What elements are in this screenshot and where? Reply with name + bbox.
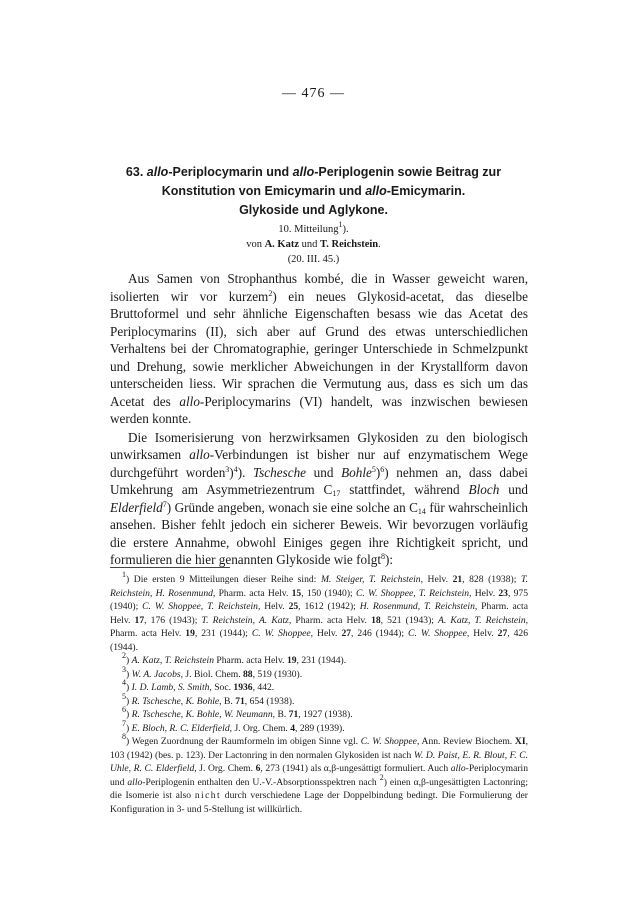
fn6-c: B. [275, 709, 289, 720]
fn3-e: , 519 (1930). [252, 668, 303, 680]
fn3-c: J. Biol. Chem. [183, 668, 243, 680]
fn6-number: 6 [122, 705, 126, 714]
fn8-ref-2: 2 [379, 772, 384, 782]
fn8-c: Ann. Review Biochem. [419, 736, 515, 747]
mitteilung-line [0, 222, 627, 237]
fn8-i: , 273 (1941) als α,β-ungesättigt formuliert. Auch [260, 763, 451, 774]
page-number: — 476 — [282, 86, 345, 101]
fn2-b: A. Katz, T. Reichstein [131, 655, 215, 666]
p2-ref-7: 7 [162, 499, 167, 509]
p2-bohle: Bohle [341, 464, 372, 480]
fn7-b: E. Bloch, R. C. Elderfield, [131, 722, 233, 734]
fn7-number: 7 [122, 718, 126, 728]
fn1-g: Pharm. acta Helv. [215, 587, 292, 599]
fn1-ac: , 231 (1944); [194, 628, 252, 639]
fn1-w: Pharm. acta Helv. [291, 614, 372, 626]
article-body [110, 270, 528, 570]
fn8-k: -Periplocymarin und [110, 763, 528, 788]
p2-ref-5: 5 [371, 464, 376, 474]
fn4-a: ) [126, 682, 132, 693]
authors-von: von [246, 239, 265, 250]
title-allo-3: allo [365, 184, 387, 198]
paragraph-1 [110, 270, 528, 428]
fn3-b: W. A. Jacobs, [131, 668, 184, 680]
fn3-a: ) [126, 668, 132, 680]
p2-ref-4: 4 [233, 464, 238, 474]
fn1-ad: C. W. Shoppee, [251, 628, 314, 639]
fn5-e: , 654 (1938). [244, 695, 295, 707]
fn6-b: R. Tschesche, K. Bohle, W. Neumann, [131, 709, 276, 720]
fn7-d: 4 [290, 722, 296, 734]
fn1-v: T. Reichstein, A. Katz, [201, 614, 292, 626]
fn8-n: ) einen α,β-ungesättigten Lactonring; die Isomerie ist also [110, 776, 528, 801]
title-text-1: -Periplocymarin und [168, 165, 293, 179]
fn1-aa: Pharm. acta Helv. [110, 628, 186, 639]
p2-ref-6: 6 [380, 464, 385, 474]
fn7-c: J. Org. Chem. [232, 722, 291, 734]
article-header [0, 163, 627, 267]
fn1-l: 23 [498, 587, 508, 599]
fn6-d: 71 [288, 709, 299, 720]
fn1-k: Helv. [471, 587, 499, 599]
fn1-b: M. Steiger, T. Reichstein, [320, 574, 423, 585]
p2-text-2: -Verbindungen ist bisher nur auf enzymatischem Wege durchgeführt worden [110, 447, 528, 480]
fn2-d: 19 [286, 655, 297, 666]
title-allo-1: allo [146, 165, 169, 179]
mitteilung-footnote-ref: 1 [338, 220, 343, 229]
p1-text-1: Aus Samen von Strophanthus kombé, die in Wasser geweicht waren, isolierten wir vor kurzem [110, 271, 528, 304]
fn1-e: , 828 (1938); [462, 574, 521, 585]
fn7-a: ) [126, 722, 132, 734]
fn1-ag: , 246 (1944); [351, 628, 409, 639]
fn8-number: 8 [122, 732, 126, 741]
fn1-i: , 150 (1940); [301, 587, 356, 599]
p2-c17-subscript: 17 [332, 489, 341, 498]
fn1-j: C. W. Shoppee, T. Reichstein, [355, 587, 472, 599]
p2-paren-2: ) [375, 464, 381, 480]
fn8-l: allo [127, 776, 143, 788]
title-text-2: -Periplogenin sowie Beitrag zur [314, 165, 502, 179]
p2-bloch: Bloch [468, 482, 500, 497]
fn1-ak: , 426 (1944). [110, 628, 529, 653]
fn1-u: , 176 (1943); [144, 614, 202, 626]
p2-paren-1: ) [229, 464, 234, 480]
fn1-ab: 19 [185, 628, 195, 639]
fn8-f: W. D. Paist, E. R. Blout, F. C. Uhle, R. C. Elderfield, [110, 749, 528, 774]
p2-text-1: Die Isomerisierung von herzwirksamen Glykosiden zu den biologisch unwirksamen [110, 429, 528, 462]
p1-ref-2: 2 [268, 288, 273, 298]
p2-tschesche: Tschesche [253, 464, 307, 480]
fn1-z: A. Katz, T. Reichstein, [438, 614, 529, 626]
author-reichstein: T. Reichstein [320, 239, 379, 250]
fn2-c: Pharm. acta Helv. [214, 655, 287, 666]
fn1-x: 18 [371, 614, 381, 626]
fn4-number: 4 [122, 678, 126, 687]
fn1-f: T. Reichstein, H. Rosenmund, [110, 574, 528, 599]
p2-text-8: ): [385, 552, 394, 567]
p1-allo: allo [179, 393, 200, 409]
received-date: (20. III. 45.) [287, 254, 340, 265]
fn5-b: R. Tschesche, K. Bohle, [131, 695, 222, 707]
mitteilung-tail: ). [342, 224, 349, 235]
footnote-rule [110, 567, 230, 568]
fn4-d: 1936 [233, 682, 253, 693]
fn1-h: 15 [291, 587, 302, 599]
paragraph-2 [110, 429, 528, 569]
p2-elderfield: Elderfield [110, 499, 163, 515]
p2-text-3: ). [237, 464, 254, 480]
author-katz: A. Katz [264, 239, 300, 250]
fn1-d: 21 [452, 574, 463, 585]
fn1-ah: C. W. Shoppee, [408, 628, 470, 639]
fn8-g: J. Org. Chem. [196, 763, 256, 774]
fn4-b: I. D. Lamb, S. Smith, [131, 682, 212, 693]
p1-text-2: ) ein neues Glykosid-acetat, das dieselbe Bruttoformel und sehr ähnliche Eigenschaften besass wie das Acetat des Periplocymarins (II), sich aber auf Grund des etwas unterschiedlichen Verhaltens bei der Chromatographie, geringer Unterschiede in Schmelzpunkt und Drehung, sowie merklicher Abweichungen in der Krystallform davon unterscheiden liess. Wir sprachen die Vermutung aus, dass es sich um das Acetat des [110, 288, 528, 409]
title-text-4: -Emicymarin. [386, 184, 466, 198]
footnote-1 [110, 570, 529, 654]
fn8-e: , 103 (1942) (bes. p. 123). Der Lactonring in den normalen Glykosiden ist nach [110, 736, 528, 761]
fn1-af: 27 [341, 628, 352, 639]
fn1-n: C. W. Shoppee, T. Reichstein, [142, 601, 261, 612]
fn5-number: 5 [122, 691, 126, 701]
authors-und: und [299, 239, 321, 250]
fn1-aj: 27 [497, 628, 508, 639]
fn6-e: , 1927 (1938). [298, 709, 353, 720]
fn3-d: 88 [243, 668, 253, 680]
fn5-c: B. [221, 695, 236, 707]
p2-text-7: für wahrscheinlich ansehen. Bisher fehlt jedoch ein sicherer Beweis. Wir bevorzugen vorläufig die erstere Annahme, obwohl Einiges gegen ihre Richtigkeit spricht, und formulieren die hier genannten Glykoside wie folgt [110, 499, 528, 567]
footnote-7 [110, 718, 528, 736]
fn8-j: allo [450, 763, 466, 774]
fn1-r: H. Rosenmund, T. Reichstein, [359, 601, 478, 612]
title-text-3: Konstitution von Emicymarin und [161, 184, 366, 198]
fn1-c: Helv. [422, 574, 453, 585]
mitteilung-text: 10. Mitteilung [278, 224, 339, 235]
fn2-a: ) [126, 655, 132, 666]
footnote-5 [110, 691, 528, 709]
fn1-number: 1 [122, 570, 126, 579]
fn8-p: durch verschiedene Lage der Doppelbindung bedingt. Die Formulierung der Konfiguration in 3- und 5-Stellung ist willkürlich. [110, 790, 528, 815]
title-number: 63. [125, 165, 147, 179]
fn6-a: ) [126, 709, 132, 720]
fn1-o: Helv. [260, 601, 289, 612]
fn1-m: , 975 (1940); [110, 587, 528, 612]
fn1-q: , 1612 (1942); [298, 601, 360, 612]
fn8-nicht-spaced: nicht [194, 790, 222, 801]
title-allo-2: allo [292, 165, 315, 179]
p2-text-4: ) nehmen an, dass dabei Umkehrung am Asymmetriezentrum C [110, 464, 528, 497]
footnote-8 [110, 732, 528, 816]
fn8-d: XI [514, 736, 526, 747]
fn1-ai: Helv. [469, 628, 498, 639]
fn8-b: C. W. Shoppee, [360, 736, 420, 747]
article-title-line-1 [0, 163, 627, 182]
p2-c14-subscript: 14 [417, 506, 426, 516]
fn2-number: 2 [122, 651, 126, 660]
fn4-e: , 442. [252, 682, 275, 693]
fn5-d: 71 [235, 695, 245, 707]
footnote-2 [110, 651, 528, 668]
p2-text-5: stattfindet, während [340, 482, 469, 497]
authors-end: . [378, 239, 381, 250]
fn5-a: ) [126, 695, 132, 707]
p2-text-6: ) Gründe angeben, wonach sie eine solche an C [166, 499, 418, 515]
p2-allo: allo [189, 447, 210, 462]
article-title-line-2 [0, 182, 627, 201]
fn3-number: 3 [122, 664, 126, 674]
fn2-e: , 231 (1944). [296, 655, 347, 666]
fn1-ae: Helv. [313, 628, 342, 639]
p2-und-2: und [499, 482, 529, 497]
fn8-m: -Periplogenin enthalten den U.-V.-Absorptionsspektren nach [142, 776, 380, 788]
fn1-y: , 521 (1943); [380, 614, 439, 626]
fn8-h: 6 [255, 763, 261, 774]
p2-ref-3: 3 [225, 464, 230, 474]
fn7-e: , 289 (1939). [295, 722, 345, 734]
fn1-a: ) Die ersten 9 Mitteilungen dieser Reihe sind: [126, 574, 321, 585]
series-title: Glykoside und Aglykone. [239, 203, 388, 217]
footnotes [110, 570, 529, 816]
p2-und-1: und [306, 464, 342, 480]
footnote-3 [110, 664, 528, 682]
p2-ref-8: 8 [381, 552, 385, 561]
fn1-t: 17 [134, 614, 145, 626]
fn8-a: ) Wegen Zuordnung der Raumformeln im obigen Sinne vgl. [126, 736, 361, 747]
p1-text-3: -Periplocymarins (VI) handelt, was inzwischen bewiesen werden konnte. [110, 393, 528, 426]
fn1-s: Pharm. acta Helv. [110, 601, 528, 626]
fn1-p: 25 [288, 601, 299, 612]
fn4-c: Soc. [211, 682, 234, 693]
footnote-4 [110, 678, 528, 695]
authors-line [0, 237, 627, 252]
footnote-6 [110, 705, 528, 722]
